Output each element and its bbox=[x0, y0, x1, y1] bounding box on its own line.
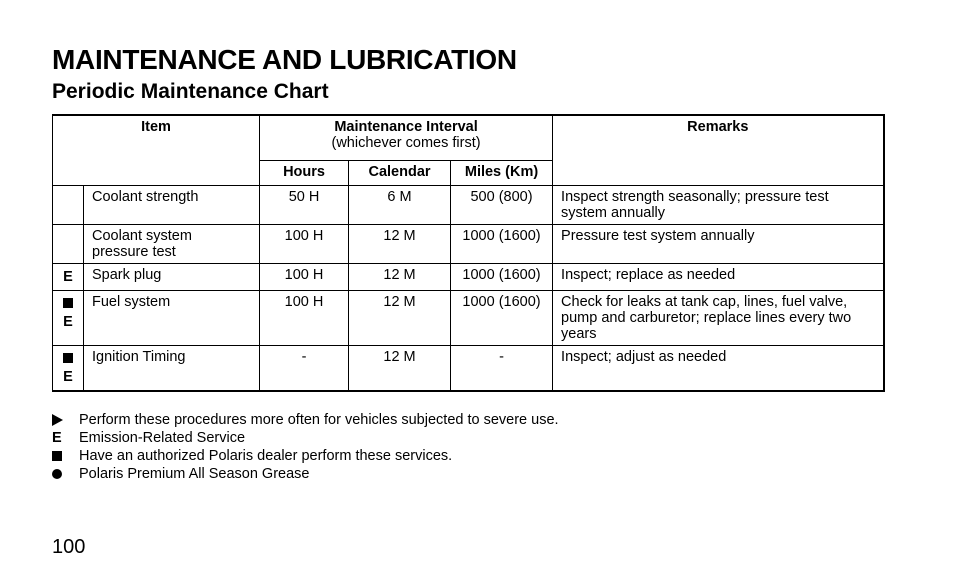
dealer-square-icon bbox=[53, 350, 83, 368]
row-miles: 1000 (1600) bbox=[451, 291, 553, 346]
legend-item bbox=[52, 429, 559, 447]
row-calendar: 6 M bbox=[349, 186, 451, 225]
header-interval-note: (whichever comes first) bbox=[331, 135, 481, 151]
page-title: MAINTENANCE AND LUBRICATION bbox=[52, 44, 517, 75]
row-remarks: Inspect; adjust as needed bbox=[553, 346, 884, 392]
row-remarks: Check for leaks at tank cap, lines, fuel valve, pump and carburetor; replace lines every two years bbox=[553, 291, 884, 346]
row-symbols bbox=[53, 186, 84, 225]
dealer-square-icon bbox=[53, 295, 83, 313]
legend-text: Emission-Related Service bbox=[79, 430, 246, 446]
legend-text: Perform these procedures more often for vehicles subjected to severe use. bbox=[79, 412, 559, 428]
row-item: Fuel system bbox=[84, 291, 260, 346]
page-subtitle: Periodic Maintenance Chart bbox=[52, 80, 329, 103]
legend-text: Polaris Premium All Season Grease bbox=[79, 466, 310, 482]
header-remarks: Remarks bbox=[553, 115, 884, 186]
table-row bbox=[53, 264, 884, 291]
row-miles: 1000 (1600) bbox=[451, 264, 553, 291]
table-row bbox=[53, 225, 884, 264]
row-calendar: 12 M bbox=[349, 291, 451, 346]
row-item: Spark plug bbox=[84, 264, 260, 291]
row-hours: 100 H bbox=[260, 225, 349, 264]
row-remarks: Pressure test system annually bbox=[553, 225, 884, 264]
row-calendar: 12 M bbox=[349, 346, 451, 392]
header-item: Item bbox=[53, 115, 260, 186]
legend-text: Have an authorized Polaris dealer perform these services. bbox=[79, 448, 453, 464]
row-hours: 100 H bbox=[260, 264, 349, 291]
row-symbols bbox=[53, 225, 84, 264]
row-miles: - bbox=[451, 346, 553, 392]
header-interval-label: Maintenance Interval bbox=[334, 119, 478, 135]
emission-e-symbol: E bbox=[63, 269, 73, 285]
page-number: 100 bbox=[52, 536, 86, 558]
header-hours: Hours bbox=[260, 161, 349, 186]
row-calendar: 12 M bbox=[349, 225, 451, 264]
row-symbols bbox=[53, 346, 84, 392]
table-body bbox=[53, 186, 884, 392]
row-hours: 50 H bbox=[260, 186, 349, 225]
row-symbols bbox=[53, 264, 84, 291]
row-hours: - bbox=[260, 346, 349, 392]
maintenance-chart-table bbox=[52, 114, 885, 392]
legend-item bbox=[52, 411, 559, 429]
row-miles: 500 (800) bbox=[451, 186, 553, 225]
legend bbox=[52, 411, 559, 483]
legend-item bbox=[52, 465, 559, 483]
row-item: Coolant system pressure test bbox=[84, 225, 260, 264]
triangle-icon bbox=[52, 414, 79, 426]
emission-e-symbol: E bbox=[63, 369, 73, 385]
legend-item bbox=[52, 447, 559, 465]
circle-icon bbox=[52, 469, 79, 479]
row-remarks: Inspect strength seasonally; pressure test system annually bbox=[553, 186, 884, 225]
row-miles: 1000 (1600) bbox=[451, 225, 553, 264]
square-icon bbox=[52, 451, 79, 461]
table-row bbox=[53, 186, 884, 225]
row-remarks: Inspect; replace as needed bbox=[553, 264, 884, 291]
row-calendar: 12 M bbox=[349, 264, 451, 291]
row-item: Ignition Timing bbox=[84, 346, 260, 392]
row-item: Coolant strength bbox=[84, 186, 260, 225]
row-symbols bbox=[53, 291, 84, 346]
emission-e-symbol: E bbox=[63, 314, 73, 330]
table-row bbox=[53, 291, 884, 346]
header-calendar: Calendar bbox=[349, 161, 451, 186]
header-miles: Miles (Km) bbox=[451, 161, 553, 186]
header-maintenance-interval bbox=[260, 115, 553, 161]
emission-e-symbol: E bbox=[52, 430, 62, 446]
row-hours: 100 H bbox=[260, 291, 349, 346]
table-row bbox=[53, 346, 884, 392]
